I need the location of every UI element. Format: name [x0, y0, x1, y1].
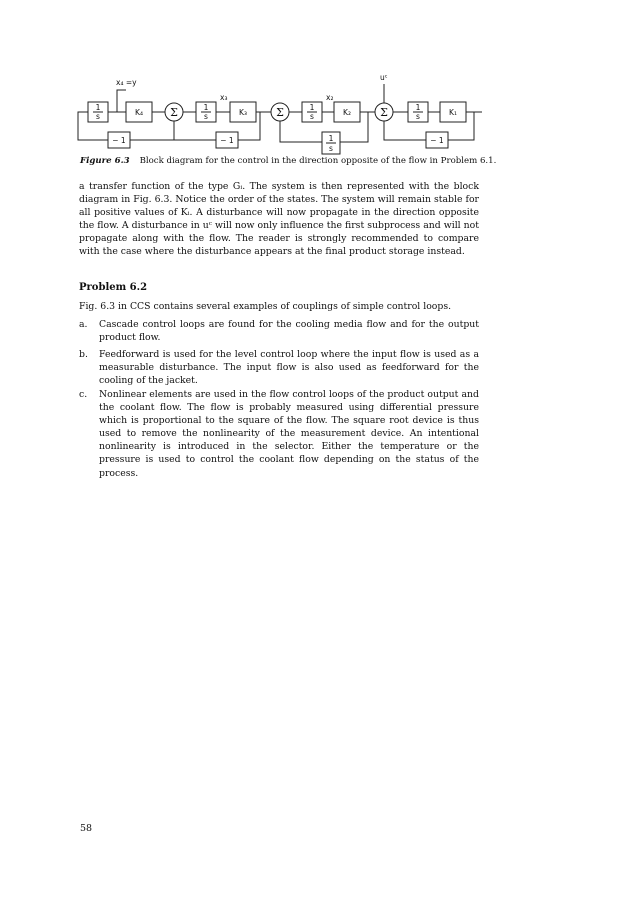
list-item-c-marker: c.	[79, 389, 88, 400]
integrator-3-den: s	[204, 112, 208, 121]
problem-intro: Fig. 6.3 in CCS contains several examples of couplings of simple control loops.	[79, 301, 452, 312]
input-label-uc: uᶜ	[380, 73, 388, 82]
paragraph-1: a transfer function of the type Gᵢ. The system is then represented with the block diagram in Fig. 6.3. Notice the order of the states. The system will remain stable for all positive values of Kᵢ. A disturbance will now propagate in the direction opposite the flow. A disturbance in uᶜ will now only influence the first subprocess and will not propagate along with the flow. The reader is strongly recommended to compare with the case where the disturbance appears at the final product storage instead.	[79, 181, 479, 258]
figure-caption	[80, 156, 500, 166]
gain-k3-label: K₃	[239, 108, 247, 117]
integrator-2-den: s	[310, 112, 314, 121]
integrator-4-den: s	[96, 112, 100, 121]
state-label-x2: x₂	[326, 93, 334, 102]
list-item-b-marker: b.	[79, 349, 88, 360]
list-item-b	[79, 348, 479, 387]
gain-k4-label: K₄	[135, 108, 143, 117]
integrator-4-num: 1	[95, 103, 101, 112]
page-number: 58	[80, 823, 93, 834]
gain-k1-label: K₁	[449, 108, 457, 117]
figure-label: Figure 6.3	[80, 156, 130, 166]
list-item-a	[79, 318, 479, 344]
list-item-c-text: Nonlinear elements are used in the flow control loops of the product output and the coolant flow. The flow is probably measured using differential pressure which is proportional to the square of the flow. The square root device is thus used to remove the nonlinearity of the measurement device. An intentional nonlinearity is introduced in the selector. Either the temperature or the pressure is used to control the coolant flow depending on the status of the process.	[99, 389, 479, 479]
feedback-right-label: − 1	[430, 136, 444, 145]
integrator-2-num: 1	[309, 103, 315, 112]
problem-heading: Problem 6.2	[79, 282, 148, 293]
summer-3-symbol: Σ	[380, 106, 388, 119]
feedback-left-label: − 1	[112, 136, 126, 145]
summer-2-symbol: Σ	[276, 106, 284, 119]
integrator-1-den: s	[416, 112, 420, 121]
output-label-x4-y: x₄ =y	[116, 78, 137, 87]
gain-k2-label: K₂	[343, 108, 351, 117]
list-item-a-text: Cascade control loops are found for the cooling media flow and for the output product flow.	[99, 319, 479, 344]
list-item-a-marker: a.	[79, 319, 88, 330]
summer-1-symbol: Σ	[170, 106, 178, 119]
integrator-1-num: 1	[415, 103, 421, 112]
feedback-integrator-num: 1	[328, 134, 334, 143]
figure-caption-text: Block diagram for the control in the direction opposite of the flow in Problem 6.1.	[139, 156, 497, 166]
list-item-c	[79, 388, 479, 480]
state-label-x3: x₃	[220, 93, 228, 102]
feedback-middle-label: − 1	[220, 136, 234, 145]
integrator-3-num: 1	[203, 103, 209, 112]
block-diagram-svg	[70, 70, 490, 170]
feedback-integrator-den: s	[329, 144, 333, 153]
block-diagram	[70, 70, 490, 170]
list-item-b-text: Feedforward is used for the level control loop where the input flow is used as a measurable disturbance. The input flow is also used as feedforward for the cooling of the jacket.	[99, 349, 479, 387]
